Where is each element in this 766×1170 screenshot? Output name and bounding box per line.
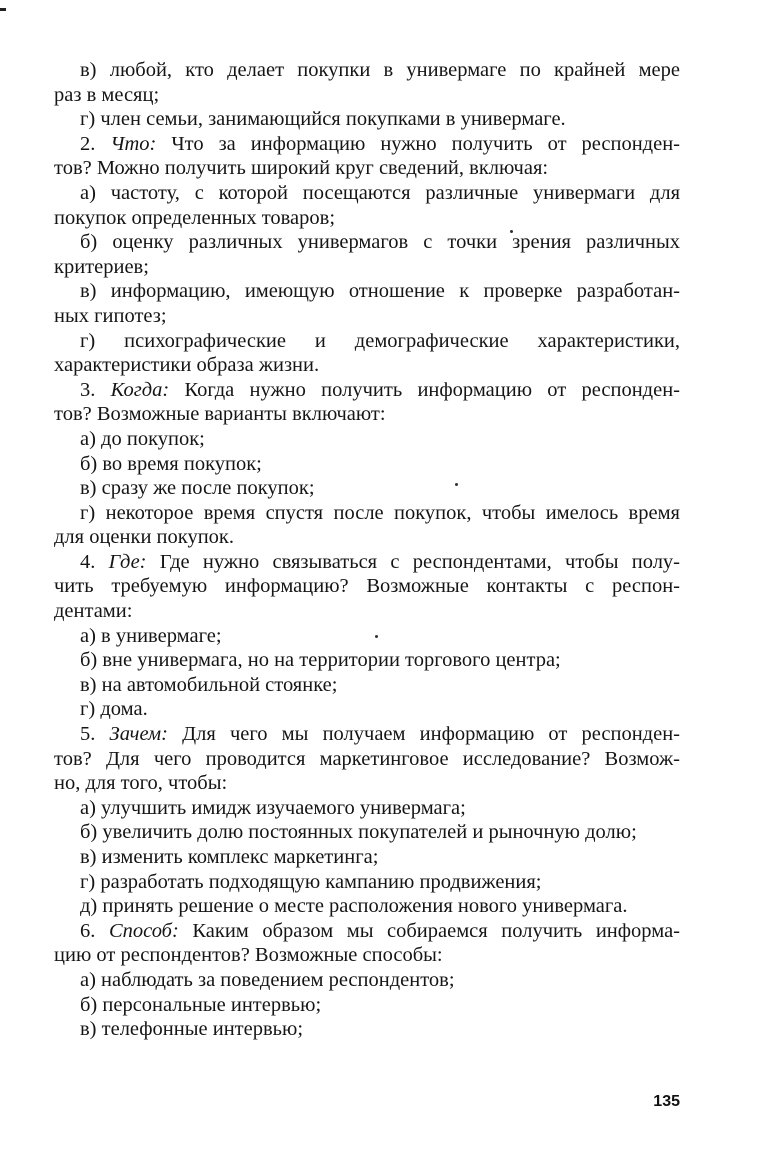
line-text: Каким образом мы собираемся получить информа- (178, 919, 681, 942)
text-line (54, 501, 680, 526)
text-line (54, 353, 680, 378)
text-line (54, 255, 680, 280)
item-number: 6. (80, 919, 109, 942)
text-line (54, 894, 680, 919)
line-text: а) до покупок; (80, 427, 205, 450)
text-line (54, 329, 680, 354)
question-keyword: Что: (110, 132, 157, 155)
line-text: в) телефонные интервью; (80, 1018, 304, 1041)
line-text: г) дома. (80, 698, 148, 721)
text-line (54, 476, 680, 501)
line-text: дентами: (54, 600, 133, 623)
line-text: покупок определенных товаров; (54, 206, 336, 229)
text-line (54, 83, 680, 108)
line-text: в) любой, кто делает покупки в универмаге по крайней мере (80, 59, 680, 81)
line-text: г) некоторое время спустя после покупок, чтобы имелось время (80, 501, 680, 524)
text-line (54, 378, 680, 403)
text-line (54, 402, 680, 427)
line-text: б) во время покупок; (80, 452, 262, 475)
page-body (54, 58, 680, 1042)
text-line (54, 132, 680, 157)
line-text: для оценки покупок. (54, 526, 235, 549)
text-line (54, 697, 680, 722)
scan-mark (0, 8, 6, 11)
line-text: в) сразу же после покупок; (80, 477, 315, 500)
item-number: 5. (80, 723, 110, 746)
line-text: в) на автомобильной стоянке; (80, 673, 338, 696)
text-line (54, 107, 680, 132)
text-line (54, 525, 680, 550)
text-line (54, 968, 680, 993)
line-text: критериев; (54, 255, 149, 278)
text-line (54, 181, 680, 206)
line-text: б) вне универмага, но на территории торгового центра; (80, 649, 561, 672)
line-text: а) частоту, с которой посещаются различные универмаги для (80, 181, 680, 204)
line-text: характеристики образа жизни. (54, 354, 320, 377)
line-text: в) информацию, имеющую отношение к проверке разработан- (80, 280, 680, 303)
line-text: б) увеличить долю постоянных покупателей и рыночную долю; (80, 821, 637, 844)
text-line (54, 820, 680, 845)
line-text: Для чего мы получаем информацию от респонден- (167, 723, 681, 746)
text-line (54, 550, 680, 575)
page-number: 135 (653, 1093, 680, 1110)
text-line (54, 599, 680, 624)
question-keyword: Зачем: (109, 723, 168, 746)
line-text: б) оценку различных универмагов с точки зрения различных (80, 231, 680, 254)
line-text: б) персональные интервью; (80, 993, 322, 1016)
text-line (54, 747, 680, 772)
line-text: тов? Возможные варианты включают: (54, 403, 386, 426)
question-keyword: Когда: (110, 378, 170, 401)
line-text: г) психографические и демографические характеристики, (80, 329, 680, 352)
text-line (54, 845, 680, 870)
question-keyword: Способ: (108, 919, 179, 942)
text-line (54, 452, 680, 477)
text-line (54, 722, 680, 747)
line-text: Когда нужно получить информацию от респонден- (169, 378, 680, 401)
text-line (54, 427, 680, 452)
line-text: а) наблюдать за поведением респондентов; (80, 968, 455, 991)
text-line (54, 206, 680, 231)
text-line (54, 156, 680, 181)
line-text: д) принять решение о месте расположения нового универмага. (80, 895, 628, 918)
text-line (54, 624, 680, 649)
text-line (54, 673, 680, 698)
text-line (54, 796, 680, 821)
line-text: Где нужно связываться с респондентами, чтобы полу- (146, 550, 681, 573)
text-line (54, 279, 680, 304)
line-text: а) в универмаге; (80, 624, 222, 647)
question-keyword: Где: (108, 550, 147, 573)
item-number: 2. (80, 132, 111, 155)
text-line (54, 943, 680, 968)
text-line (54, 304, 680, 329)
line-text: тов? Для чего проводится маркетинговое исследование? Возмож- (54, 747, 680, 770)
text-line (54, 870, 680, 895)
line-text: а) улучшить имидж изучаемого универмага; (80, 796, 466, 819)
text-line (54, 574, 680, 599)
line-text: чить требуемую информацию? Возможные контакты с респон- (54, 575, 680, 598)
line-text: цию от респондентов? Возможные способы: (54, 944, 443, 967)
line-text: но, для того, чтобы: (54, 772, 228, 795)
item-number: 4. (80, 550, 109, 573)
line-text: г) член семьи, занимающийся покупками в универмаге. (80, 108, 566, 131)
text-line (54, 919, 680, 944)
line-text: г) разработать подходящую кампанию продвижения; (80, 870, 542, 893)
item-number: 3. (80, 378, 111, 401)
text-line (54, 230, 680, 255)
text-line (54, 648, 680, 673)
text-line (54, 58, 680, 83)
text-line (54, 993, 680, 1018)
line-text: ных гипотез; (54, 304, 167, 327)
line-text: в) изменить комплекс маркетинга; (80, 846, 379, 868)
line-text: Что за информацию нужно получить от респонден- (156, 132, 680, 155)
line-text: раз в месяц; (54, 83, 160, 106)
text-line (54, 771, 680, 796)
text-line (54, 1017, 680, 1042)
line-text: тов? Можно получить широкий круг сведений, включая: (54, 157, 549, 180)
